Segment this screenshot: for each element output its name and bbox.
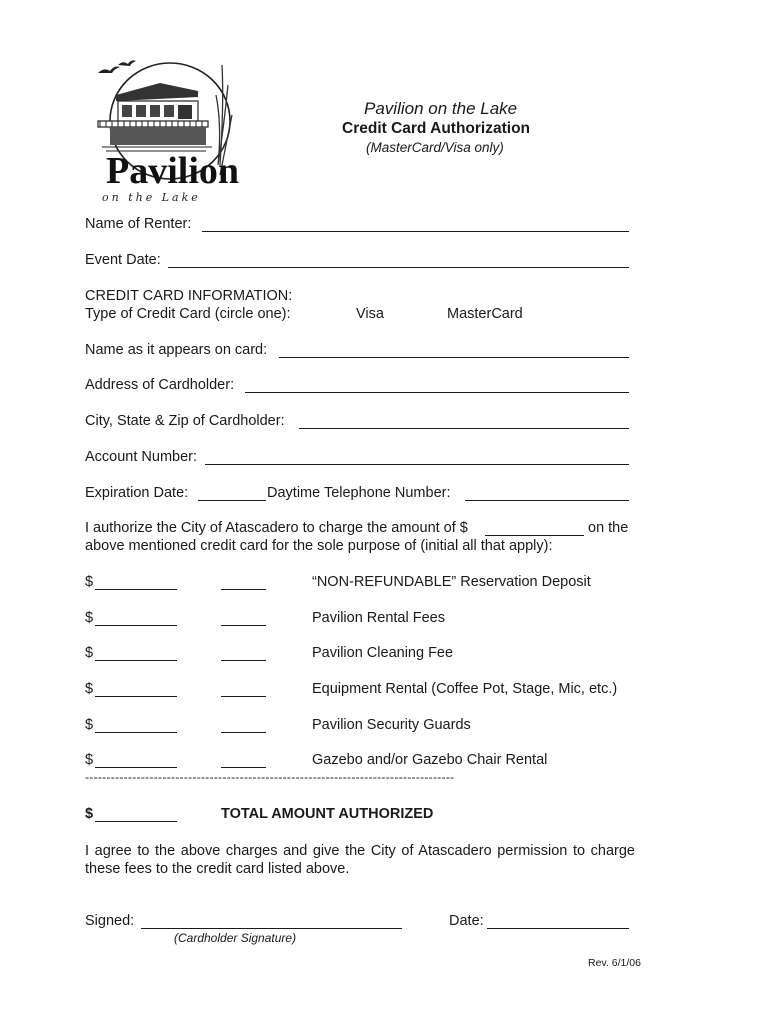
phone-field[interactable] xyxy=(465,500,629,501)
city-label: City, State & Zip of Cardholder: xyxy=(85,413,285,429)
cc-heading: CREDIT CARD INFORMATION: xyxy=(85,288,293,304)
phone-label: Daytime Telephone Number: xyxy=(267,485,451,501)
revision-note: Rev. 6/1/06 xyxy=(588,957,641,969)
charge-item-label: Gazebo and/or Gazebo Chair Rental xyxy=(312,752,548,768)
mastercard-option[interactable]: MasterCard xyxy=(447,306,523,322)
document-subtitle: Credit Card Authorization xyxy=(342,120,531,137)
charge-item-label: “NON-REFUNDABLE” Reservation Deposit xyxy=(312,574,591,590)
charge-dollar-sign: $ xyxy=(85,717,94,733)
agreement-text: I agree to the above charges and give the City of Atascadero permission to charge these fees to the credit card listed above. xyxy=(85,843,635,877)
charge-amount-field[interactable] xyxy=(95,696,177,697)
document-title: Pavilion on the Lake xyxy=(364,99,518,118)
charge-amount-field[interactable] xyxy=(95,767,177,768)
authorize-amount-field[interactable] xyxy=(485,535,584,536)
logo-tagline: on the Lake xyxy=(102,191,201,204)
date-label: Date: xyxy=(449,913,484,929)
signature-date-field[interactable] xyxy=(487,928,629,929)
expiration-field[interactable] xyxy=(198,500,266,501)
city-field[interactable] xyxy=(299,428,629,429)
charge-item-label: Pavilion Cleaning Fee xyxy=(312,645,454,661)
address-label: Address of Cardholder: xyxy=(85,377,235,393)
expiration-label: Expiration Date: xyxy=(85,485,189,501)
authorize-line-2: above mentioned credit card for the sole purpose of (initial all that apply): xyxy=(85,538,553,554)
signed-label: Signed: xyxy=(85,913,135,929)
charge-initial-field[interactable] xyxy=(221,767,266,768)
signature-caption: (Cardholder Signature) xyxy=(174,931,297,945)
total-dollar-sign: $ xyxy=(85,806,94,822)
signature-field[interactable] xyxy=(141,928,402,929)
charge-item-label: Pavilion Rental Fees xyxy=(312,610,445,626)
dashed-divider: -------------------------------------------------------------------------------------- xyxy=(85,770,455,784)
charge-initial-field[interactable] xyxy=(221,625,266,626)
address-field[interactable] xyxy=(245,392,629,393)
name-on-card-field[interactable] xyxy=(279,357,629,358)
charge-initial-field[interactable] xyxy=(221,589,266,590)
total-label: TOTAL AMOUNT AUTHORIZED xyxy=(221,806,434,822)
renter-field[interactable] xyxy=(202,231,629,232)
charge-amount-field[interactable] xyxy=(95,589,177,590)
charge-item-label: Pavilion Security Guards xyxy=(312,717,471,733)
charge-amount-field[interactable] xyxy=(95,732,177,733)
account-field[interactable] xyxy=(205,464,629,465)
account-label: Account Number: xyxy=(85,449,198,465)
logo-wordmark: Pavilion xyxy=(106,150,240,192)
visa-option[interactable]: Visa xyxy=(356,306,384,322)
charge-item-label: Equipment Rental (Coffee Pot, Stage, Mic, etc.) xyxy=(312,681,618,697)
charge-amount-field[interactable] xyxy=(95,660,177,661)
renter-label: Name of Renter: xyxy=(85,216,192,232)
pavilion-logo xyxy=(88,55,250,205)
charge-dollar-sign: $ xyxy=(85,574,94,590)
card-types-note: (MasterCard/Visa only) xyxy=(366,140,504,155)
charge-dollar-sign: $ xyxy=(85,681,94,697)
charge-initial-field[interactable] xyxy=(221,732,266,733)
total-amount-field[interactable] xyxy=(95,821,177,822)
charge-initial-field[interactable] xyxy=(221,696,266,697)
authorize-line-1-suffix: on the xyxy=(588,520,629,536)
charge-dollar-sign: $ xyxy=(85,645,94,661)
event-date-field[interactable] xyxy=(168,267,629,268)
charge-initial-field[interactable] xyxy=(221,660,266,661)
cc-type-label: Type of Credit Card (circle one): xyxy=(85,306,291,322)
charge-amount-field[interactable] xyxy=(95,625,177,626)
charge-dollar-sign: $ xyxy=(85,752,94,768)
authorize-line-1: I authorize the City of Atascadero to charge the amount of $ xyxy=(85,520,468,536)
name-on-card-label: Name as it appears on card: xyxy=(85,342,268,358)
charge-dollar-sign: $ xyxy=(85,610,94,626)
event-date-label: Event Date: xyxy=(85,252,161,268)
